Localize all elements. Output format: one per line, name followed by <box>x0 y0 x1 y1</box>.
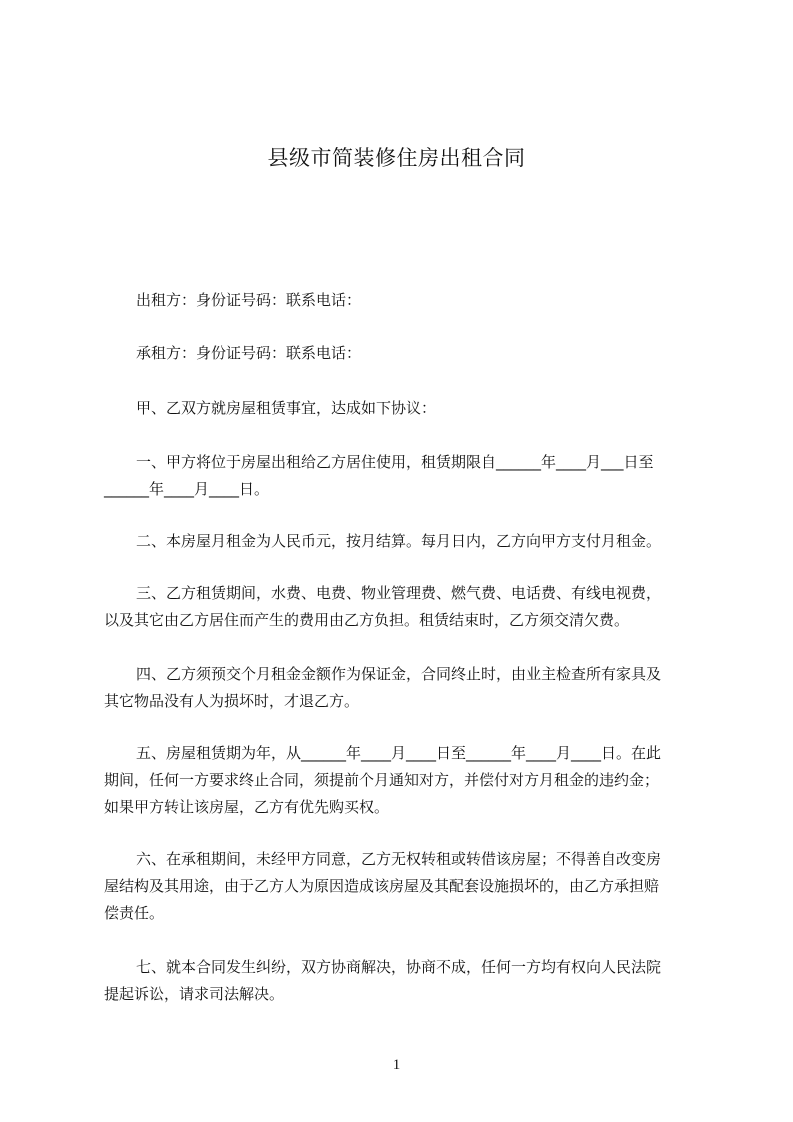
lessee-line <box>104 340 704 367</box>
clause-1 <box>104 449 704 503</box>
paragraph-line: 二、本房屋月租金为人民币元，按月结算。每月日内，乙方向甲方支付月租金。 <box>136 532 662 550</box>
paragraph-line: 四、乙方须预交个月租金金额作为保证金，合同终止时，由业主检查所有家具及 <box>136 665 662 683</box>
paragraph-line: 出租方：身份证号码：联系电话： <box>136 291 362 309</box>
page-number: 1 <box>392 1057 401 1073</box>
paragraph-line: 其它物品没有人为损坏时，才退乙方。 <box>104 692 360 710</box>
paragraph-line: 以及其它由乙方居住而产生的费用由乙方负担。租赁结束时，乙方须交清欠费。 <box>104 611 630 629</box>
paragraph-line: 承租方：身份证号码：联系电话： <box>136 344 362 362</box>
lessor-line <box>104 287 704 314</box>
clause-6 <box>104 846 704 927</box>
paragraph-line: 五、房屋租赁期为年，从______年____月____日至______年____月____日。在此 <box>136 744 662 762</box>
paragraph-line: 一、甲方将位于房屋出租给乙方居住使用，租赁期限自______年____月___日至 <box>136 453 654 471</box>
paragraph-line: 如果甲方转让该房屋，乙方有优先购买权。 <box>104 798 390 816</box>
paragraph-line: 三、乙方租赁期间，水费、电费、物业管理费、燃气费、电话费、有线电视费， <box>136 584 662 602</box>
clause-2 <box>104 528 704 555</box>
paragraph-line: ______年____月____日。 <box>104 480 270 498</box>
paragraph-line: 期间，任何一方要求终止合同，须提前个月通知对方，并偿付对方月租金的违约金； <box>104 771 660 789</box>
paragraph-line: 六、在承租期间，未经甲方同意，乙方无权转租或转借该房屋；不得善自改变房 <box>136 850 662 868</box>
paragraph-line: 七、就本合同发生纠纷，双方协商解决，协商不成，任何一方均有权向人民法院 <box>136 958 662 976</box>
paragraph-line: 甲、乙双方就房屋租赁事宜，达成如下协议： <box>136 399 437 417</box>
document-title: 县级市简装修住房出租合同 <box>267 146 526 170</box>
clause-4 <box>104 661 704 715</box>
paragraph-line: 屋结构及其用途，由于乙方人为原因造成该房屋及其配套设施损坏的，由乙方承担赔 <box>104 877 660 895</box>
agreement-preamble <box>104 395 704 422</box>
clause-3 <box>104 580 704 634</box>
paragraph-line: 提起诉讼，请求司法解决。 <box>104 985 285 1003</box>
clause-5 <box>104 740 704 821</box>
paragraph-line: 偿责任。 <box>104 904 165 922</box>
clause-7 <box>104 954 704 1008</box>
